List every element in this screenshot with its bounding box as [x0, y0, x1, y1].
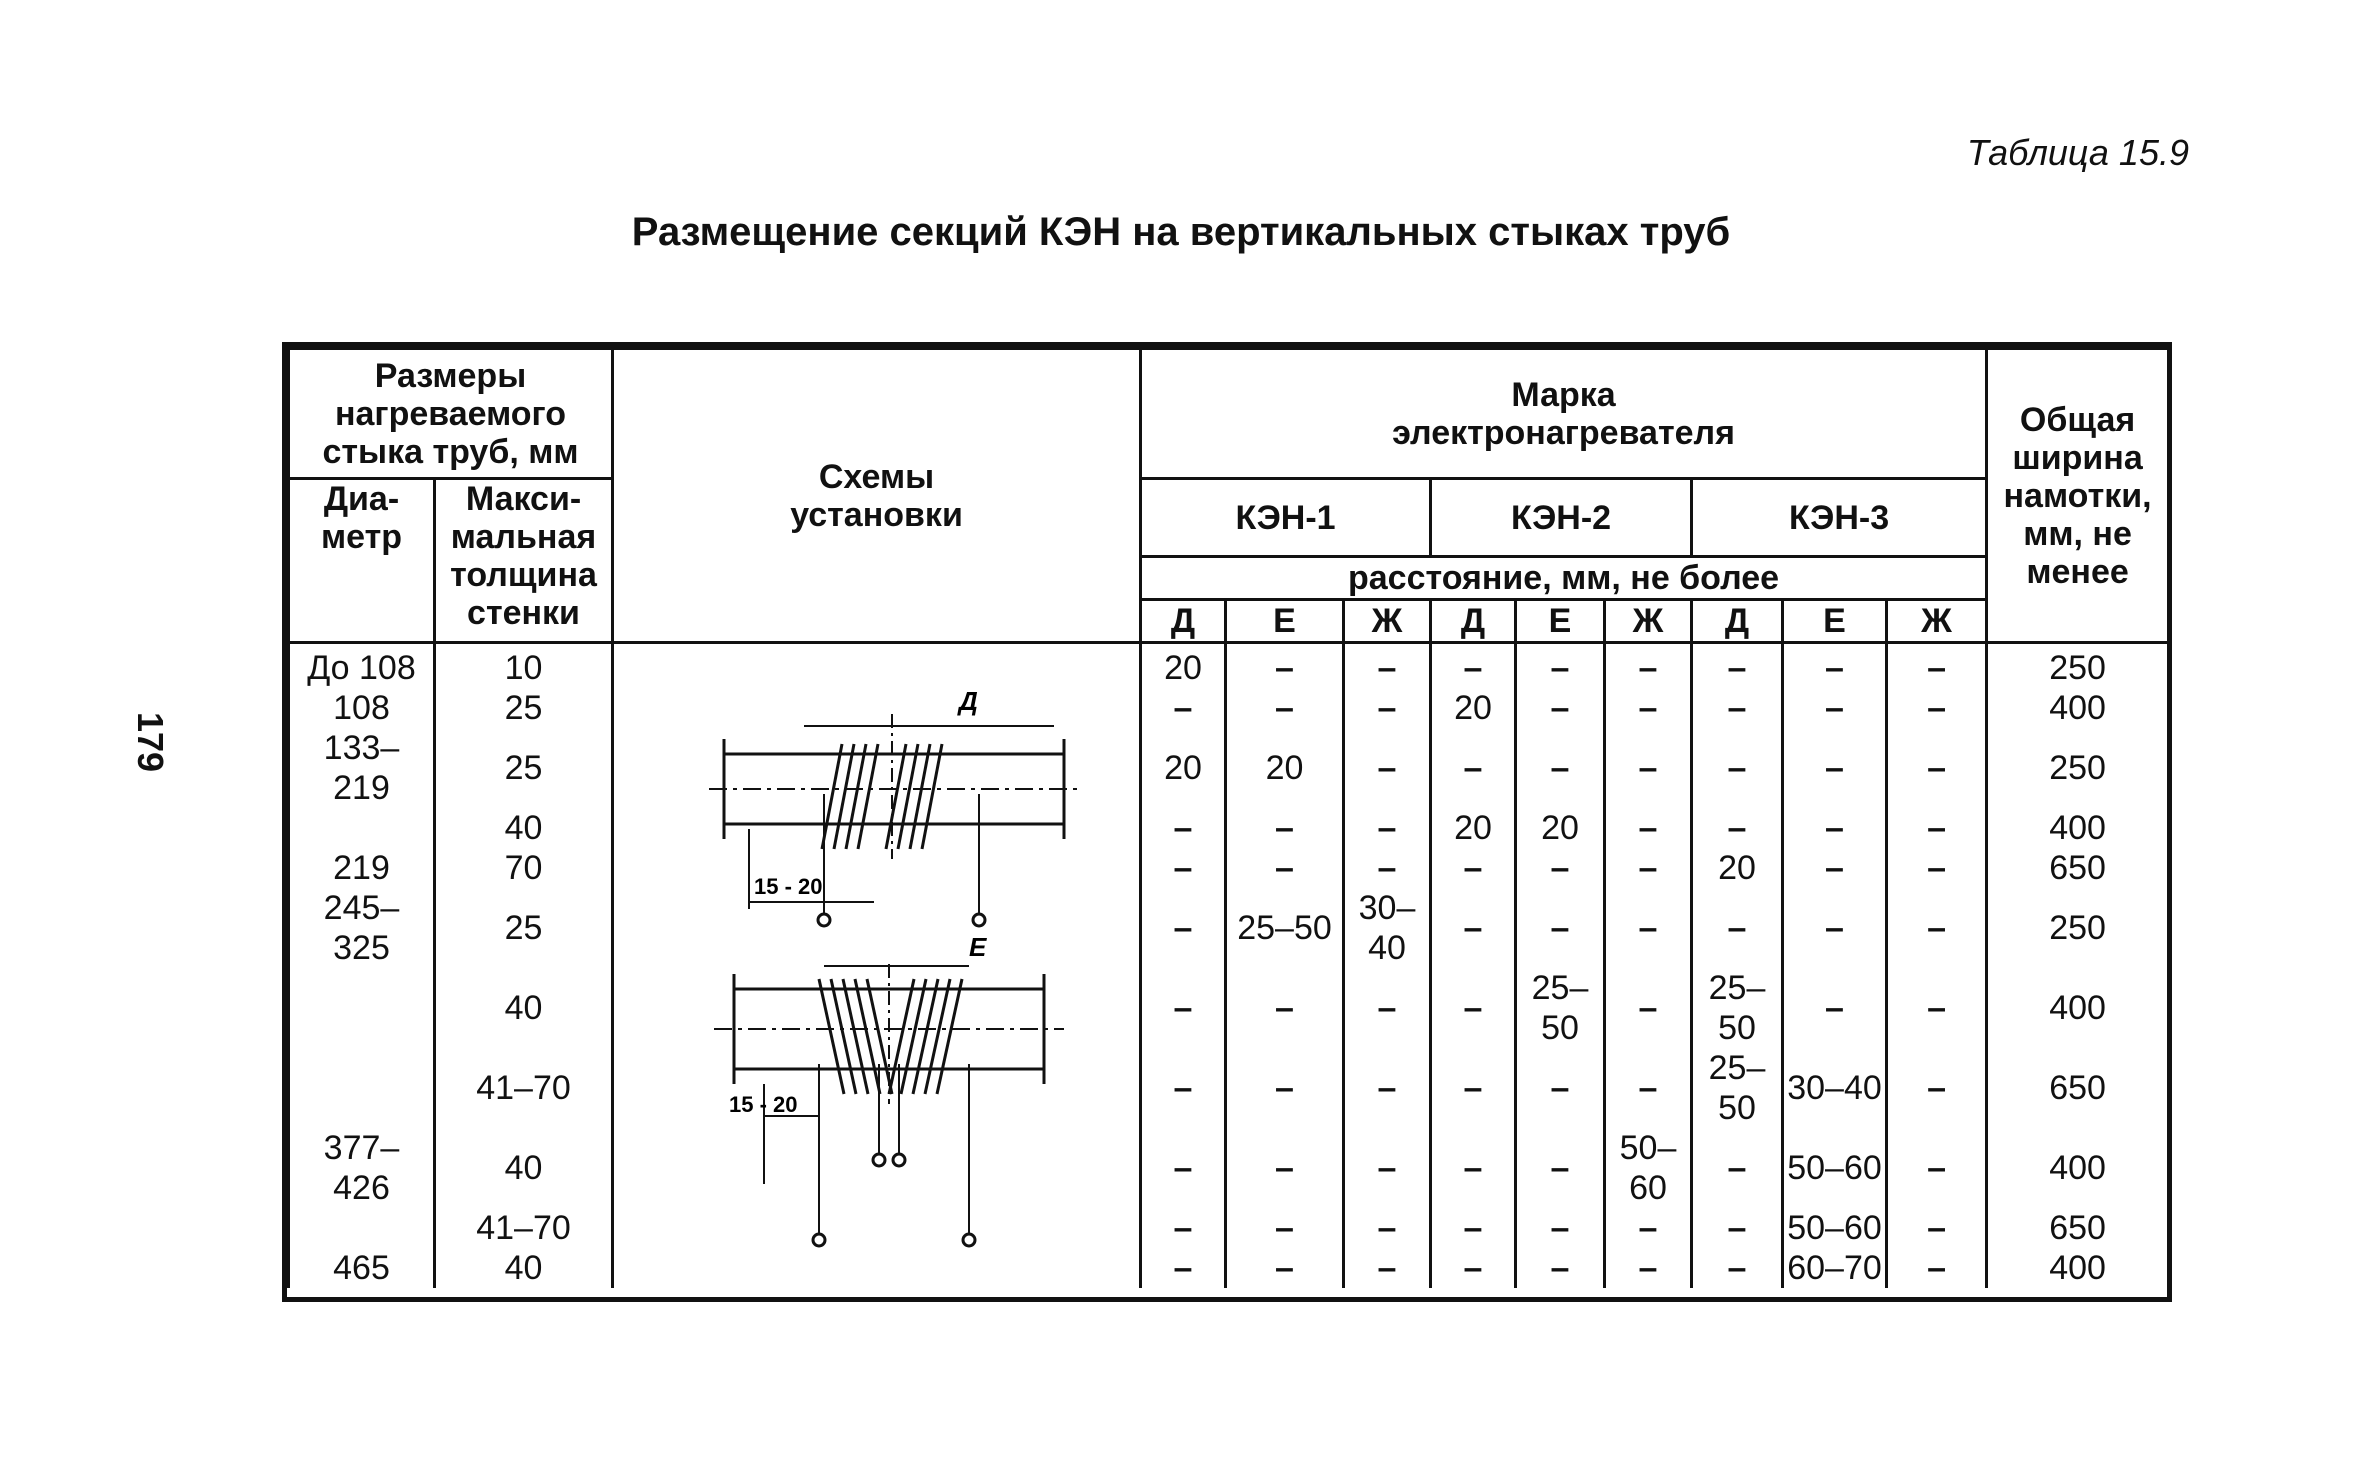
cell-zh-ken2: – — [1605, 808, 1692, 848]
cell-diameter: До 108 — [289, 643, 435, 689]
cell-d-ken3: 25– 50 — [1692, 1048, 1783, 1128]
cell-thickness: 40 — [435, 968, 613, 1048]
header-zh-ken2: Ж — [1605, 600, 1692, 643]
cell-diameter: 465 — [289, 1248, 435, 1288]
cell-d-ken1: – — [1141, 1048, 1226, 1128]
cell-zh-ken1: – — [1344, 808, 1431, 848]
cell-d-ken2: – — [1431, 643, 1516, 689]
table-row — [289, 808, 2169, 848]
header-d-ken1: Д — [1141, 600, 1226, 643]
cell-d-ken3: – — [1692, 728, 1783, 808]
cell-d-ken2: – — [1431, 728, 1516, 808]
header-thickness: Макси- мальная толщина стенки — [435, 479, 613, 643]
header-ken1: КЭН-1 — [1141, 479, 1431, 557]
header-e-ken3: Е — [1783, 600, 1887, 643]
cell-thickness: 40 — [435, 808, 613, 848]
header-d-ken3: Д — [1692, 600, 1783, 643]
cell-d-ken3: – — [1692, 808, 1783, 848]
cell-d-ken3: – — [1692, 888, 1783, 968]
cell-d-ken1: – — [1141, 848, 1226, 888]
table-row — [289, 643, 2169, 689]
cell-diameter: 133– 219 — [289, 728, 435, 808]
cell-zh-ken1: – — [1344, 728, 1431, 808]
cell-e-ken3: – — [1783, 888, 1887, 968]
cell-e-ken2: 25– 50 — [1516, 968, 1605, 1048]
cell-diameter — [289, 968, 435, 1048]
cell-e-ken1: – — [1226, 848, 1344, 888]
cell-e-ken1: – — [1226, 643, 1344, 689]
table-frame — [282, 342, 2172, 1302]
cell-thickness: 25 — [435, 688, 613, 728]
cell-e-ken2: – — [1516, 643, 1605, 689]
cell-total: 400 — [1987, 1248, 2169, 1288]
cell-e-ken2: 20 — [1516, 808, 1605, 848]
cell-zh-ken3: – — [1887, 808, 1987, 848]
header-zh-ken3: Ж — [1887, 600, 1987, 643]
cell-d-ken1: – — [1141, 888, 1226, 968]
cell-e-ken3: – — [1783, 848, 1887, 888]
header-e-ken2: Е — [1516, 600, 1605, 643]
scheme-1-dimension: 15 - 20 — [754, 874, 823, 899]
cell-e-ken1: 20 — [1226, 728, 1344, 808]
cell-e-ken1: 25–50 — [1226, 888, 1344, 968]
cell-zh-ken3: – — [1887, 848, 1987, 888]
table-row — [289, 1208, 2169, 1248]
cell-d-ken2: – — [1431, 1248, 1516, 1288]
header-schemes: Схемы установки — [613, 349, 1141, 643]
cell-zh-ken1: – — [1344, 968, 1431, 1048]
cell-e-ken3: – — [1783, 808, 1887, 848]
cell-d-ken1: 20 — [1141, 643, 1226, 689]
header-zh-ken1: Ж — [1344, 600, 1431, 643]
cell-total: 250 — [1987, 888, 2169, 968]
cell-total: 250 — [1987, 643, 2169, 689]
cell-e-ken3: – — [1783, 643, 1887, 689]
cell-d-ken2: 20 — [1431, 688, 1516, 728]
cell-d-ken1: – — [1141, 1248, 1226, 1288]
header-d-ken2: Д — [1431, 600, 1516, 643]
cell-d-ken2: – — [1431, 1208, 1516, 1248]
scheme-2-dimension: 15 - 20 — [729, 1092, 798, 1117]
cell-zh-ken1: – — [1344, 1248, 1431, 1288]
cell-thickness: 10 — [435, 643, 613, 689]
header-diameter: Диа- метр — [289, 479, 435, 643]
cell-zh-ken2: – — [1605, 1248, 1692, 1288]
cell-diameter: 219 — [289, 848, 435, 888]
heater-placement-table — [287, 347, 2170, 1288]
cell-e-ken2: – — [1516, 888, 1605, 968]
cell-e-ken1: – — [1226, 968, 1344, 1048]
cell-d-ken2: – — [1431, 848, 1516, 888]
cell-d-ken1: – — [1141, 968, 1226, 1048]
cell-d-ken2: – — [1431, 1048, 1516, 1128]
cell-zh-ken3: – — [1887, 728, 1987, 808]
cell-total: 400 — [1987, 1128, 2169, 1208]
cell-diameter: 245– 325 — [289, 888, 435, 968]
header-brand-group: Марка электронагревателя — [1141, 349, 1987, 479]
table-row — [289, 1248, 2169, 1288]
cell-e-ken3: 50–60 — [1783, 1128, 1887, 1208]
cell-d-ken3: – — [1692, 688, 1783, 728]
header-distance: расстояние, мм, не более — [1141, 557, 1987, 600]
cell-d-ken1: – — [1141, 1208, 1226, 1248]
cell-d-ken3: 25– 50 — [1692, 968, 1783, 1048]
cell-d-ken2: – — [1431, 888, 1516, 968]
cell-e-ken2: – — [1516, 1128, 1605, 1208]
header-e-ken1: Е — [1226, 600, 1344, 643]
cell-zh-ken3: – — [1887, 643, 1987, 689]
cell-zh-ken3: – — [1887, 1048, 1987, 1128]
table-row — [289, 968, 2169, 1048]
cell-zh-ken2: – — [1605, 848, 1692, 888]
table-row — [289, 888, 2169, 968]
cell-zh-ken2: – — [1605, 688, 1692, 728]
cell-total: 650 — [1987, 848, 2169, 888]
cell-thickness: 41–70 — [435, 1048, 613, 1128]
cell-e-ken3: – — [1783, 688, 1887, 728]
cell-thickness: 40 — [435, 1248, 613, 1288]
cell-d-ken3: – — [1692, 1128, 1783, 1208]
cell-zh-ken1: 30– 40 — [1344, 888, 1431, 968]
cell-e-ken3: – — [1783, 968, 1887, 1048]
cell-e-ken1: – — [1226, 688, 1344, 728]
scheme-drawings — [614, 644, 1142, 1294]
cell-e-ken3: 30–40 — [1783, 1048, 1887, 1128]
cell-total: 400 — [1987, 968, 2169, 1048]
cell-zh-ken2: – — [1605, 1048, 1692, 1128]
scheme-2-letter: Е — [969, 932, 987, 962]
cell-e-ken2: – — [1516, 728, 1605, 808]
table-row — [289, 688, 2169, 728]
cell-d-ken2: 20 — [1431, 808, 1516, 848]
table-label: Таблица 15.9 — [1966, 132, 2189, 173]
cell-e-ken3: 50–60 — [1783, 1208, 1887, 1248]
header-ken2: КЭН-2 — [1431, 479, 1692, 557]
table-row — [289, 728, 2169, 808]
cell-total: 650 — [1987, 1048, 2169, 1128]
cell-d-ken2: – — [1431, 968, 1516, 1048]
cell-zh-ken2: 50– 60 — [1605, 1128, 1692, 1208]
cell-zh-ken1: – — [1344, 848, 1431, 888]
cell-diameter — [289, 808, 435, 848]
cell-zh-ken3: – — [1887, 688, 1987, 728]
cell-zh-ken1: – — [1344, 1128, 1431, 1208]
cell-zh-ken1: – — [1344, 643, 1431, 689]
cell-diameter: 377– 426 — [289, 1128, 435, 1208]
cell-diameter: 108 — [289, 688, 435, 728]
cell-zh-ken2: – — [1605, 888, 1692, 968]
table-row — [289, 848, 2169, 888]
cell-e-ken2: – — [1516, 1208, 1605, 1248]
cell-zh-ken3: – — [1887, 1208, 1987, 1248]
cell-total: 400 — [1987, 808, 2169, 848]
cell-e-ken3: – — [1783, 728, 1887, 808]
cell-d-ken3: – — [1692, 643, 1783, 689]
cell-d-ken1: – — [1141, 1128, 1226, 1208]
cell-zh-ken1: – — [1344, 688, 1431, 728]
cell-e-ken1: – — [1226, 1128, 1344, 1208]
cell-zh-ken1: – — [1344, 1208, 1431, 1248]
page-title: Размещение секций КЭН на вертикальных стыках труб — [631, 210, 1731, 254]
cell-total: 650 — [1987, 1208, 2169, 1248]
cell-zh-ken3: – — [1887, 968, 1987, 1048]
cell-d-ken2: – — [1431, 1128, 1516, 1208]
cell-e-ken2: – — [1516, 1248, 1605, 1288]
cell-thickness: 40 — [435, 1128, 613, 1208]
cell-zh-ken2: – — [1605, 968, 1692, 1048]
scheme-1-letter: Д — [959, 686, 978, 716]
cell-e-ken1: – — [1226, 1208, 1344, 1248]
cell-e-ken1: – — [1226, 1048, 1344, 1128]
cell-d-ken1: – — [1141, 688, 1226, 728]
cell-thickness: 70 — [435, 848, 613, 888]
cell-zh-ken2: – — [1605, 643, 1692, 689]
installation-schemes — [613, 643, 1141, 1289]
cell-zh-ken2: – — [1605, 728, 1692, 808]
page-number: 179 — [130, 711, 171, 773]
cell-e-ken2: – — [1516, 688, 1605, 728]
header-sizes-group: Размеры нагреваемого стыка труб, мм — [289, 349, 613, 479]
cell-e-ken3: 60–70 — [1783, 1248, 1887, 1288]
cell-total: 400 — [1987, 688, 2169, 728]
cell-d-ken1: – — [1141, 808, 1226, 848]
cell-e-ken1: – — [1226, 808, 1344, 848]
cell-zh-ken2: – — [1605, 1208, 1692, 1248]
cell-thickness: 25 — [435, 888, 613, 968]
table-row — [289, 1048, 2169, 1128]
cell-d-ken3: – — [1692, 1248, 1783, 1288]
cell-zh-ken3: – — [1887, 1128, 1987, 1208]
table-row — [289, 1128, 2169, 1208]
cell-zh-ken1: – — [1344, 1048, 1431, 1128]
cell-diameter — [289, 1208, 435, 1248]
cell-e-ken2: – — [1516, 1048, 1605, 1128]
cell-e-ken2: – — [1516, 848, 1605, 888]
cell-d-ken1: 20 — [1141, 728, 1226, 808]
cell-zh-ken3: – — [1887, 888, 1987, 968]
cell-zh-ken3: – — [1887, 1248, 1987, 1288]
cell-total: 250 — [1987, 728, 2169, 808]
cell-e-ken1: – — [1226, 1248, 1344, 1288]
cell-thickness: 25 — [435, 728, 613, 808]
cell-thickness: 41–70 — [435, 1208, 613, 1248]
cell-d-ken3: – — [1692, 1208, 1783, 1248]
table-body — [289, 643, 2169, 1289]
cell-d-ken3: 20 — [1692, 848, 1783, 888]
cell-diameter — [289, 1048, 435, 1128]
header-ken3: КЭН-3 — [1692, 479, 1987, 557]
header-total-width: Общая ширина намотки, мм, не менее — [1987, 349, 2169, 643]
